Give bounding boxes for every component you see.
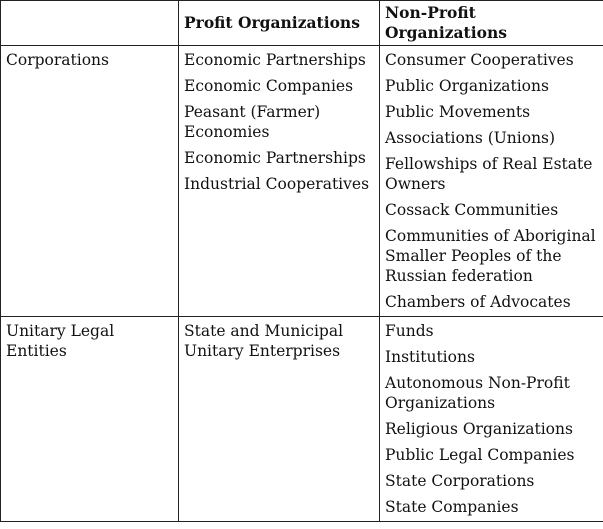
list-item: Religious Organizations [385, 420, 573, 438]
list-item: Fellowships of Real Estate Owners [385, 155, 593, 193]
table-row-corporations [1, 46, 603, 317]
profit-cell [179, 46, 380, 317]
category-cell: Unitary Legal Entities [1, 317, 179, 522]
list-item: State and Municipal Unitary Enterprises [184, 322, 344, 360]
list-item: Peasant (Farmer) Economies [184, 103, 321, 141]
list-item: Public Organizations [385, 77, 549, 95]
list-item: Industrial Cooperatives [184, 175, 370, 193]
list-item: State Companies [385, 498, 519, 516]
list-item: Economic Partnerships [184, 149, 366, 167]
header-empty-cell [1, 1, 179, 46]
nonprofit-cell [380, 46, 603, 317]
header-row [1, 1, 603, 46]
list-item: Public Legal Companies [385, 446, 575, 464]
list-item: Cossack Communities [385, 201, 559, 219]
list-item: Consumer Cooperatives [385, 51, 574, 69]
list-item: Economic Partnerships [184, 51, 366, 69]
list-item: Autonomous Non-Profit Organizations [385, 374, 570, 412]
table-row-unitary [1, 317, 603, 522]
nonprofit-cell [380, 317, 603, 522]
list-item: Communities of Aboriginal Smaller Peoples of the Russian federation [385, 227, 596, 285]
list-item: Economic Companies [184, 77, 354, 95]
profit-cell [179, 317, 380, 522]
header-profit: Profit Organizations [179, 1, 380, 46]
list-item: Institutions [385, 348, 475, 366]
list-item: Chambers of Advocates [385, 293, 571, 311]
list-item: Associations (Unions) [385, 129, 556, 147]
category-cell: Corporations [1, 46, 179, 317]
list-item: Public Movements [385, 103, 531, 121]
header-nonprofit: Non-Profit Organizations [380, 1, 603, 46]
list-item: State Corporations [385, 472, 535, 490]
list-item: Funds [385, 322, 434, 340]
